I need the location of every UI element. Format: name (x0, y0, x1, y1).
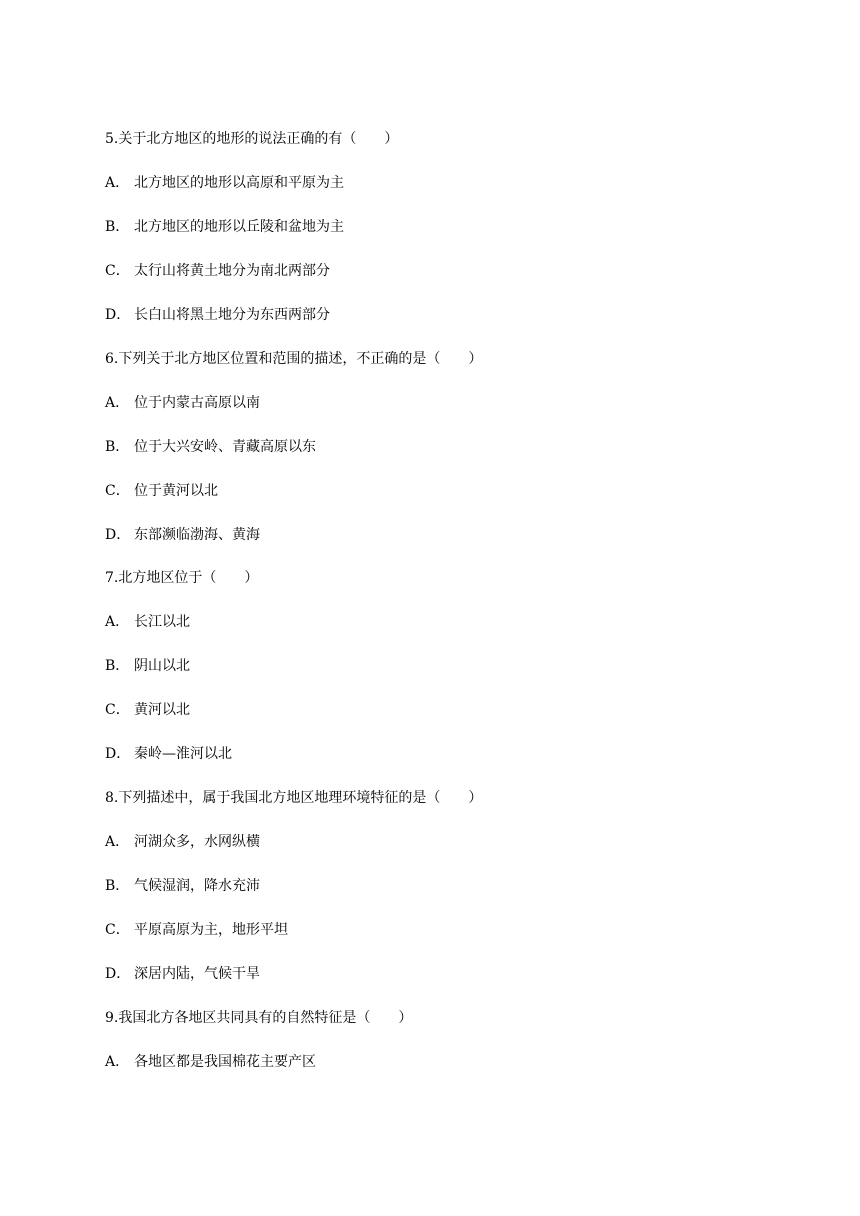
option-letter: B． (105, 878, 130, 894)
option-letter: C． (105, 922, 130, 938)
option-letter: D． (105, 746, 131, 762)
option-letter: C． (105, 263, 130, 279)
option-text: 北方地区的地形以丘陵和盆地为主 (134, 219, 344, 235)
option-letter: A． (105, 614, 130, 630)
option-text: 各地区都是我国棉花主要产区 (134, 1054, 316, 1070)
question-6-option-c (105, 481, 218, 501)
question-8-option-b (105, 876, 260, 896)
question-7-option-a (105, 612, 190, 632)
option-text: 东部濒临渤海、黄海 (134, 527, 260, 543)
question-8-option-c (105, 920, 288, 940)
question-7-option-d (105, 744, 232, 764)
question-5-stem: 5.关于北方地区的地形的说法正确的有（ ） (105, 131, 399, 147)
option-letter: B． (105, 658, 130, 674)
option-text: 深居内陆，气候干旱 (134, 966, 260, 982)
option-letter: A． (105, 395, 130, 411)
question-9-option-a (105, 1052, 316, 1072)
option-text: 气候湿润，降水充沛 (134, 878, 260, 894)
option-text: 河湖众多，水网纵横 (134, 834, 260, 850)
option-letter: D． (105, 307, 131, 323)
option-text: 北方地区的地形以高原和平原为主 (134, 175, 344, 191)
option-text: 阴山以北 (134, 658, 190, 674)
option-text: 长江以北 (134, 614, 190, 630)
question-8-option-a (105, 832, 260, 852)
question-7-option-c (105, 700, 190, 720)
question-7-stem: 7.北方地区位于（ ） (105, 570, 259, 586)
option-letter: C． (105, 483, 130, 499)
option-letter: A． (105, 834, 130, 850)
option-text: 位于内蒙古高原以南 (134, 395, 260, 411)
option-letter: B． (105, 439, 130, 455)
option-letter: A． (105, 1054, 130, 1070)
option-text: 位于大兴安岭、青藏高原以东 (134, 439, 316, 455)
option-letter: C． (105, 702, 130, 718)
question-5-option-b (105, 217, 344, 237)
option-text: 太行山将黄土地分为南北两部分 (134, 263, 330, 279)
question-5-option-d (105, 305, 330, 325)
option-text: 长白山将黑土地分为东西两部分 (134, 307, 330, 323)
option-text: 秦岭—淮河以北 (134, 746, 232, 762)
question-6-option-b (105, 437, 316, 457)
question-6-option-d (105, 525, 260, 545)
question-9-stem: 9.我国北方各地区共同具有的自然特征是（ ） (105, 1010, 413, 1026)
option-text: 黄河以北 (134, 702, 190, 718)
question-7-option-b (105, 656, 190, 676)
question-8-option-d (105, 964, 260, 984)
question-6-stem: 6.下列关于北方地区位置和范围的描述，不正确的是（ ） (105, 351, 483, 367)
question-6-option-a (105, 393, 260, 413)
question-5-option-a (105, 173, 344, 193)
option-letter: D． (105, 966, 131, 982)
question-5-option-c (105, 261, 330, 281)
option-letter: A． (105, 175, 130, 191)
option-text: 平原高原为主，地形平坦 (134, 922, 288, 938)
question-8-stem: 8.下列描述中，属于我国北方地区地理环境特征的是（ ） (105, 790, 483, 806)
option-letter: B． (105, 219, 130, 235)
option-letter: D． (105, 527, 131, 543)
option-text: 位于黄河以北 (134, 483, 218, 499)
